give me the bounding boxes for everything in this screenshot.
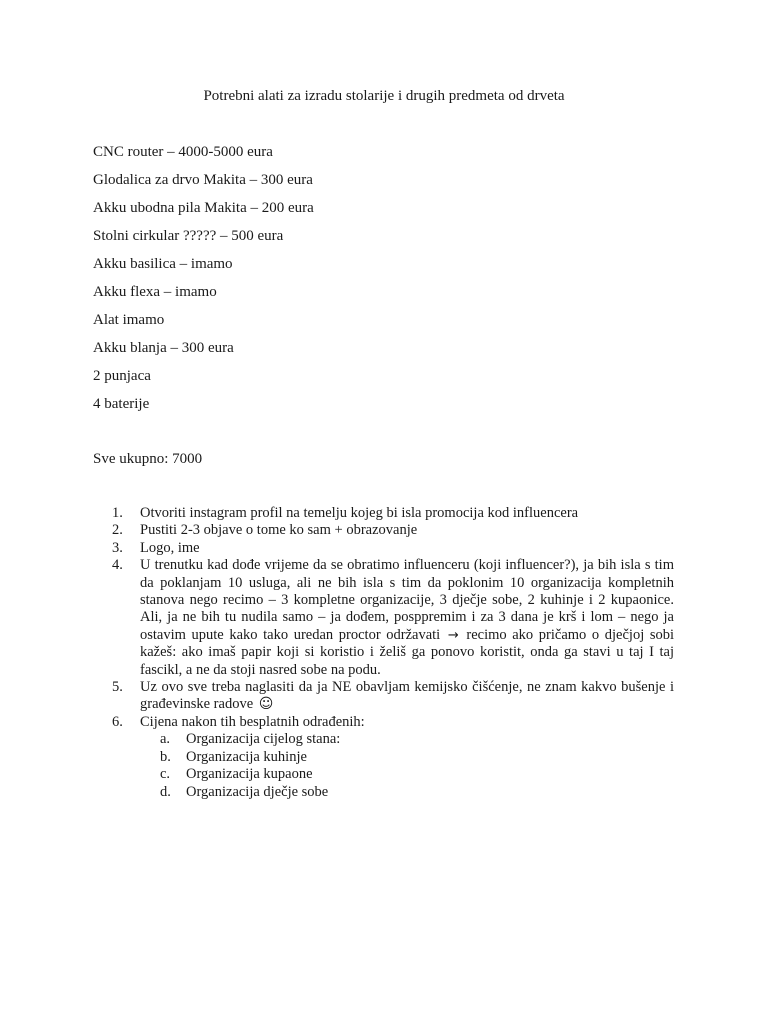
sub-list-item	[112, 731, 674, 748]
right-arrow-icon: →	[447, 627, 459, 643]
list-text: U trenutku kad dođe vrijeme da se obratimo influenceru (koji influencer?), ja bih isla s tim da poklanjam 10 usluga, ali ne bih isla s tim da poklonim 10 organizacija kompletnih stanova nego recimo – 3 kompletne organizacije, 3 dječje sobe, 2 kuhinje i 2 kupaonice. Ali, ja ne bih tu nudila samo – ja dođem, posppremim i za 3 dana je krš i lom – nego ja ostavim upute kako tako uredan proctor održavati	[140, 557, 674, 643]
sub-list-text: Organizacija kuhinje	[186, 748, 307, 765]
list-item	[112, 714, 674, 731]
list-item	[112, 540, 674, 557]
tool-line: Glodalica za drvo Makita – 300 eura	[93, 172, 313, 188]
list-item	[112, 522, 674, 539]
document-title: Potrebni alati za izradu stolarije i drugih predmeta od drveta	[203, 88, 565, 104]
sub-list-text: Organizacija kupaone	[186, 766, 313, 783]
tool-line: Akku ubodna pila Makita – 200 eura	[93, 200, 314, 216]
sub-list	[112, 731, 674, 801]
sub-list-item	[112, 784, 674, 801]
sub-list-text: Organizacija cijelog stana:	[186, 731, 341, 748]
list-number: 5.	[112, 679, 123, 696]
list-text: Otvoriti instagram profil na temelju kojeg bi isla promocija kod influencera	[140, 505, 579, 521]
list-item	[112, 557, 674, 679]
list-text: Pustiti 2-3 objave o tome ko sam + obrazovanje	[140, 522, 418, 539]
sub-list-item	[112, 749, 674, 766]
tool-line: 2 punjaca	[93, 368, 151, 384]
list-item	[112, 679, 674, 714]
list-text: Uz ovo sve treba naglasiti da ja NE obavljam kemijsko čišćenje, ne znam kakvo bušenje i građevinske radove	[140, 679, 674, 713]
list-text: recimo ako pričamo o dječjoj sobi kažeš: ako imaš papir koji si koristio i želiš ga ponovo koristit, onda ga stavi u taj I taj fascikl, a ne da stoji nasred sobe na podu.	[140, 626, 675, 678]
smiley-icon: ☺	[258, 696, 274, 713]
sub-list-letter: d.	[160, 783, 171, 800]
tool-line: Alat imamo	[93, 312, 165, 328]
tools-list	[93, 142, 314, 422]
tool-line: CNC router – 4000-5000 eura	[93, 144, 273, 160]
list-number: 3.	[112, 539, 123, 556]
sub-list-text: Organizacija dječje sobe	[186, 783, 329, 800]
sub-list-letter: b.	[160, 748, 171, 765]
sub-list-item	[112, 766, 674, 783]
numbered-list	[112, 505, 674, 801]
total-line: Sve ukupno: 7000	[93, 451, 203, 467]
sub-list-letter: c.	[160, 766, 171, 783]
list-number: 6.	[112, 713, 123, 730]
list-number: 4.	[112, 557, 123, 574]
tool-line: Akku blanja – 300 eura	[93, 340, 234, 356]
list-text: Cijena nakon tih besplatnih odrađenih:	[140, 713, 365, 730]
tool-line: Akku flexa – imamo	[93, 284, 217, 300]
list-number: 2.	[112, 522, 123, 539]
tool-line: 4 baterije	[93, 396, 150, 412]
list-text: Logo, ime	[140, 539, 200, 556]
tool-line: Akku basilica – imamo	[93, 256, 233, 272]
list-number: 1.	[112, 505, 123, 521]
tool-line: Stolni cirkular ????? – 500 eura	[93, 228, 284, 244]
list-item	[112, 505, 674, 522]
sub-list-letter: a.	[160, 731, 171, 748]
